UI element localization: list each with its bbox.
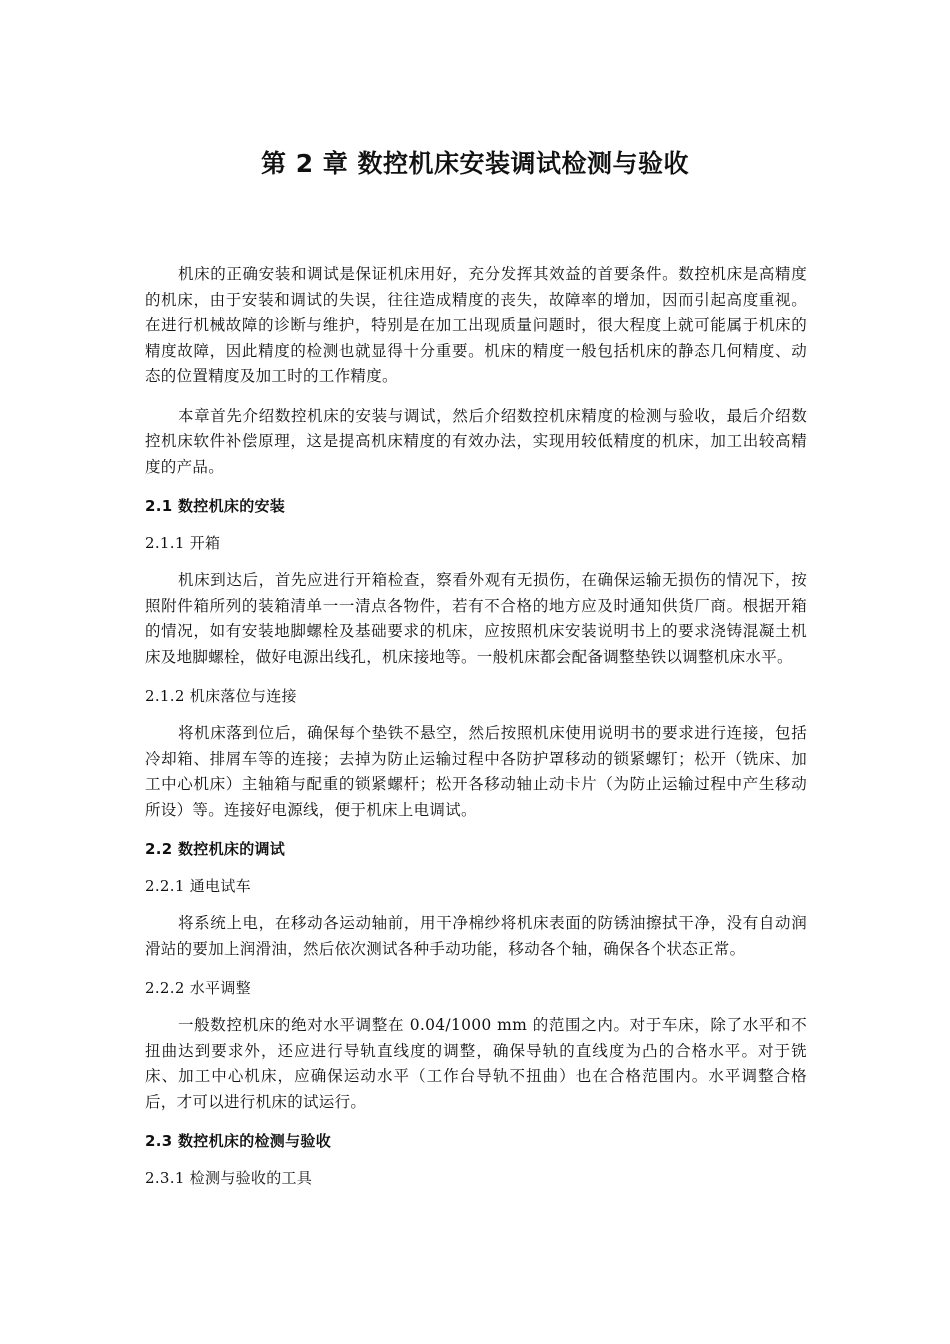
- body-paragraph: 将机床落到位后，确保每个垫铁不悬空，然后按照机床使用说明书的要求进行连接，包括冷却箱、排屑车等的连接；去掉为防止运输过程中各防护罩移动的锁紧螺钉；松开（铣床、加工中心机床）主轴箱与配重的锁紧螺杆；松开各移动轴止动卡片（为防止运输过程中产生移动所设）等。连接好电源线，便于机床上电调试。: [145, 724, 807, 819]
- body-paragraph: 一般数控机床的绝对水平调整在 0.04/1000 mm 的范围之内。对于车床，除了水平和不扭曲达到要求外，还应进行导轨直线度的调整，确保导轨的直线度为凸的合格水平。对于铣床、加工中心机床，应确保运动水平（工作台导轨不扭曲）也在合格范围内。水平调整合格后，才可以进行机床的试运行。: [145, 1016, 807, 1111]
- body-paragraph: 将系统上电，在移动各运动轴前，用干净棉纱将机床表面的防锈油擦拭干净，没有自动润滑站的要加上润滑油，然后依次测试各种手动功能，移动各个轴，确保各个状态正常。: [145, 914, 807, 958]
- intro-paragraph: 机床的正确安装和调试是保证机床用好，充分发挥其效益的首要条件。数控机床是高精度的机床，由于安装和调试的失误，往往造成精度的丧失，故障率的增加，因而引起高度重视。在进行机械故障的诊断与维护，特别是在加工出现质量问题时，很大程度上就可能属于机床的精度故障，因此精度的检测也就显得十分重要。机床的精度一般包括机床的静态几何精度、动态的位置精度及加工时的工作精度。: [145, 265, 807, 385]
- section-heading: 2.1 数控机床的安装: [145, 497, 286, 515]
- subsection-heading: 2.2.2 水平调整: [145, 979, 251, 997]
- subsection-heading: 2.2.1 通电试车: [145, 877, 251, 895]
- subsection-heading: 2.1.1 开箱: [145, 534, 221, 552]
- section-heading: 2.3 数控机床的检测与验收: [145, 1132, 331, 1150]
- body-paragraph: 机床到达后，首先应进行开箱检查，察看外观有无损伤，在确保运输无损伤的情况下，按照附件箱所列的装箱清单一一清点各物件，若有不合格的地方应及时通知供货厂商。根据开箱的情况，如有安装地脚螺栓及基础要求的机床，应按照机床安装说明书上的要求浇铸混凝土机床及地脚螺栓，做好电源出线孔，机床接地等。一般机床都会配备调整垫铁以调整机床水平。: [145, 571, 807, 666]
- section-heading: 2.2 数控机床的调试: [145, 840, 286, 858]
- subsection-heading: 2.1.2 机床落位与连接: [145, 687, 297, 705]
- subsection-heading: 2.3.1 检测与验收的工具: [145, 1169, 313, 1187]
- intro-paragraph: 本章首先介绍数控机床的安装与调试，然后介绍数控机床精度的检测与验收，最后介绍数控机床软件补偿原理，这是提高机床精度的有效办法，实现用较低精度的机床，加工出较高精度的产品。: [145, 406, 807, 476]
- document-body: [145, 262, 807, 1203]
- chapter-title: 第 2 章 数控机床安装调试检测与验收: [260, 149, 689, 178]
